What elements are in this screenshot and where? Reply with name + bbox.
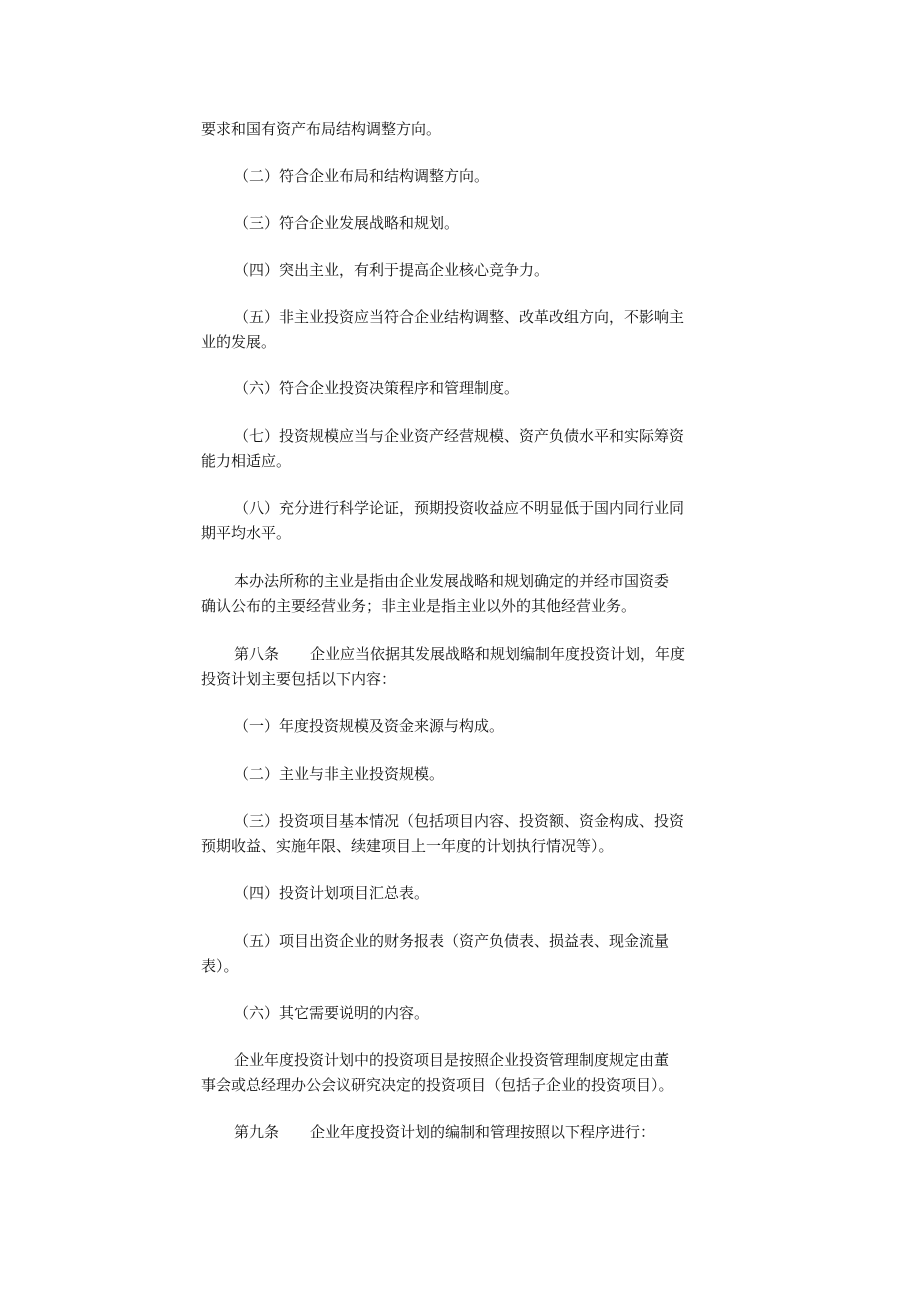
- paragraph-item-3b: [201, 809, 721, 859]
- paragraph-item-7: [201, 424, 721, 474]
- paragraph-line: 表）。: [201, 957, 239, 975]
- paragraph-line: 本办法所称的主业是指由企业发展战略和规划确定的并经市国资委: [234, 572, 670, 590]
- paragraph-line: 期平均水平。: [201, 524, 292, 542]
- paragraph-line: 要求和国有资产布局结构调整方向。: [201, 120, 442, 138]
- paragraph-line: 预期收益、实施年限、续建项目上一年度的计划执行情况等）。: [201, 837, 614, 855]
- paragraph-line: 事会或总经理办公会议研究决定的投资项目（包括子企业的投资项目）。: [201, 1076, 674, 1094]
- paragraph-item-5: [201, 305, 721, 355]
- paragraph-item-6: [201, 376, 721, 401]
- paragraph-definition: [201, 569, 721, 619]
- paragraph-line: （七）投资规模应当与企业资产经营规模、资产负债水平和实际筹资: [234, 427, 685, 445]
- paragraph-line: [201, 1120, 721, 1145]
- paragraph-line: （一）年度投资规模及资金来源与构成。: [234, 717, 505, 735]
- paragraph-item-5b: [201, 929, 721, 979]
- paragraph-line: 确认公布的主要经营业务；非主业是指主业以外的其他经营业务。: [201, 597, 637, 615]
- paragraph-line: [201, 642, 721, 667]
- paragraph-line: （五）项目出资企业的财务报表（资产负债表、损益表、现金流量: [234, 932, 670, 950]
- paragraph-plan-projects: [201, 1048, 721, 1098]
- paragraph-line: 业的发展。: [201, 333, 277, 351]
- paragraph-line: （四）突出主业，有利于提高企业核心竞争力。: [234, 261, 550, 279]
- paragraph-line: 投资计划主要包括以下内容：: [201, 670, 397, 688]
- paragraph-line: （四）投资计划项目汇总表。: [234, 884, 430, 902]
- paragraph-item-2b: [201, 762, 721, 787]
- paragraph-line: （八）充分进行科学论证，预期投资收益应不明显低于国内同行业同: [234, 499, 685, 517]
- paragraph-item-4: [201, 258, 721, 283]
- paragraph-line: （三）投资项目基本情况（包括项目内容、投资额、资金构成、投资: [234, 812, 685, 830]
- paragraph-item-8: [201, 496, 721, 546]
- paragraph-item-4b: [201, 881, 721, 906]
- paragraph-item-2: [201, 164, 721, 189]
- paragraph-line: 能力相适应。: [201, 452, 292, 470]
- paragraph-item-1: [201, 714, 721, 739]
- article-number: 第八条: [234, 645, 280, 663]
- article-9: [201, 1120, 721, 1145]
- article-text: 企业年度投资计划的编制和管理按照以下程序进行：: [310, 1123, 656, 1141]
- paragraph-line: （五）非主业投资应当符合企业结构调整、改革改组方向，不影响主: [234, 308, 685, 326]
- paragraph-continuation: [201, 117, 721, 142]
- paragraph-line: （六）其它需要说明的内容。: [234, 1004, 430, 1022]
- article-text: 企业应当依据其发展战略和规划编制年度投资计划，年度: [310, 645, 686, 663]
- paragraph-item-3: [201, 211, 721, 236]
- paragraph-line: （六）符合企业投资决策程序和管理制度。: [234, 379, 520, 397]
- paragraph-line: （二）主业与非主业投资规模。: [234, 765, 445, 783]
- paragraph-line: （二）符合企业布局和结构调整方向。: [234, 167, 490, 185]
- article-number: 第九条: [234, 1123, 280, 1141]
- article-8: [201, 642, 721, 692]
- paragraph-line: 企业年度投资计划中的投资项目是按照企业投资管理制度规定由董: [234, 1051, 670, 1069]
- paragraph-line: （三）符合企业发展战略和规划。: [234, 214, 460, 232]
- paragraph-item-6b: [201, 1001, 721, 1026]
